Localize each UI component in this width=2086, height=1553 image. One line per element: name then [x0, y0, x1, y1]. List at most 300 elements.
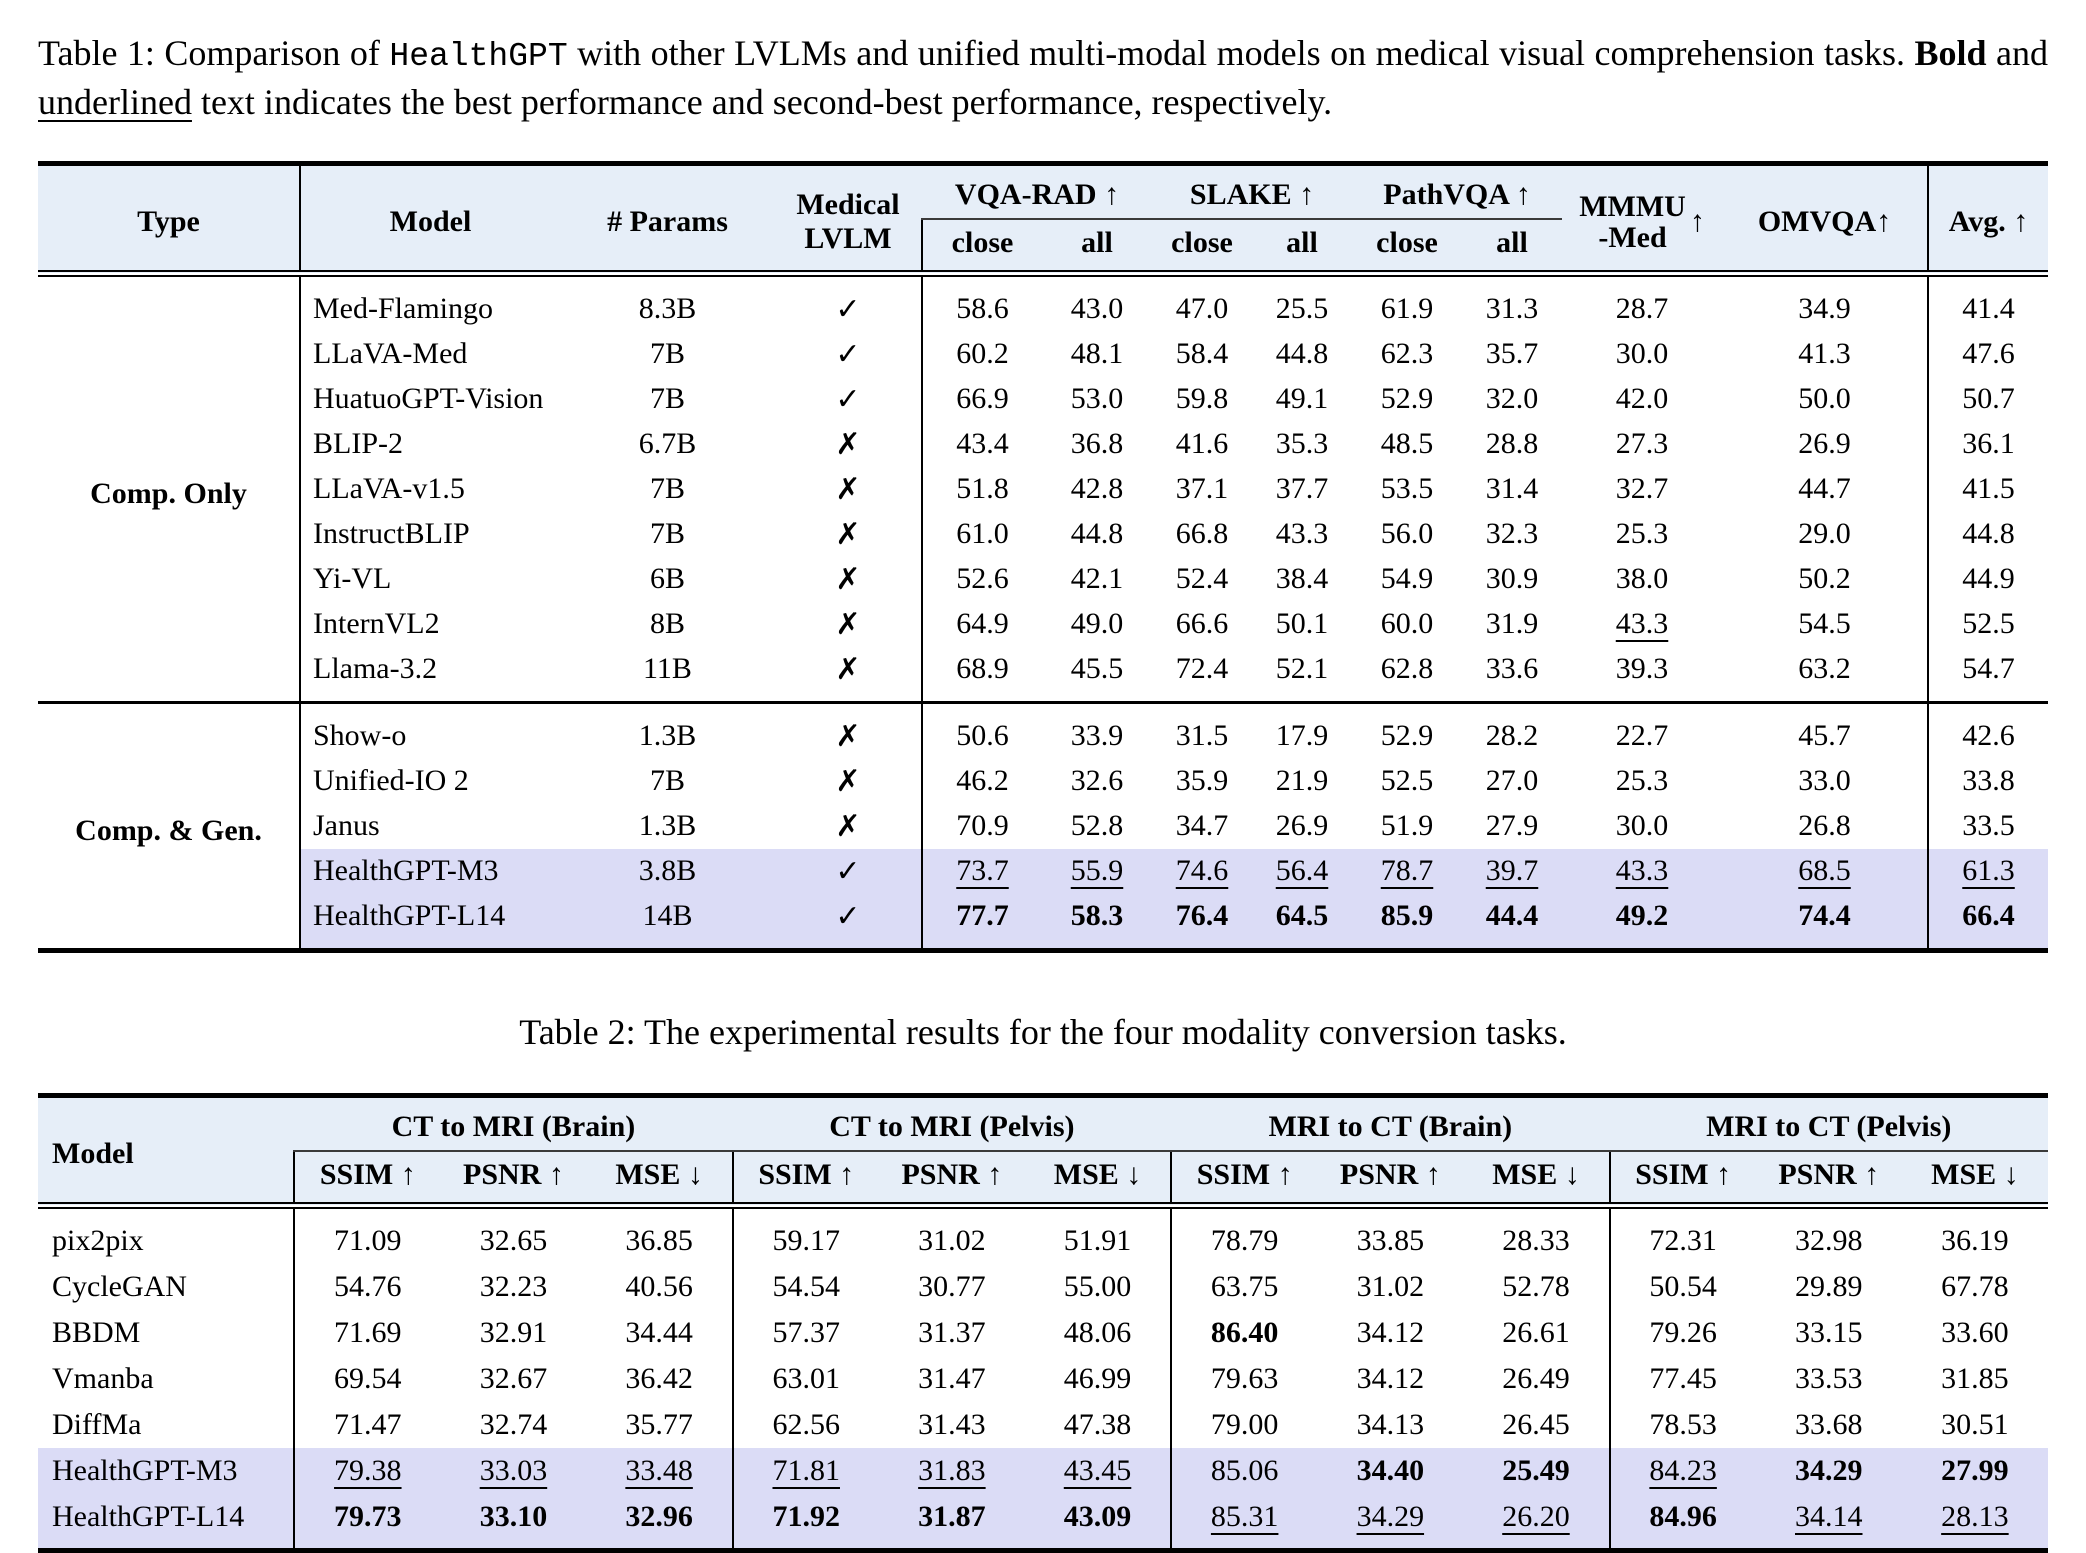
metric-value: 47.6 [1928, 332, 2048, 377]
metric-value: 35.7 [1485, 337, 1539, 371]
table2-body [38, 1205, 2048, 1550]
subcol-ssim: SSIM ↑ [294, 1151, 440, 1206]
table-row [38, 1264, 2048, 1310]
metric-value: 42.6 [1928, 702, 2048, 759]
metric-value: 58.4 [1175, 337, 1229, 371]
metric-value: 71.69 [294, 1310, 440, 1356]
table1-section-1 [38, 702, 2048, 950]
col-header-model: Model [52, 1136, 134, 1170]
model-name: CycleGAN [52, 1269, 187, 1303]
metric-value: 33.60 [1941, 1315, 2009, 1349]
metric-value: 41.3 [1798, 337, 1851, 371]
table-row [38, 702, 2048, 759]
params-value: 7B [649, 764, 685, 798]
metric-value: 32.23 [479, 1269, 548, 1303]
metric-value: 50.7 [1928, 377, 2048, 422]
metric-value: 72.31 [1610, 1205, 1756, 1264]
metric-value: 71.92 [733, 1494, 879, 1551]
metric-value: 28.33 [1502, 1223, 1570, 1257]
metric-value: 78.79 [1171, 1205, 1317, 1264]
metric-value: 76.4 [1152, 894, 1252, 951]
subcol-psnr: PSNR ↑ [1778, 1157, 1880, 1191]
metric-value: 68.9 [922, 647, 1042, 703]
metric-value: 58.3 [1042, 894, 1152, 951]
metric-value: 32.6 [1070, 764, 1124, 798]
caption-text: text indicates the best performance and second-best performance, respectively. [191, 81, 1333, 122]
metric-value: 34.12 [1356, 1315, 1425, 1349]
metric-value: 28.2 [1485, 719, 1539, 753]
cross-icon: ✗ [835, 651, 861, 687]
metric-value: 49.1 [1275, 382, 1329, 416]
params-value: 1.3B [638, 719, 697, 753]
metric-value: 36.85 [625, 1223, 693, 1257]
table-row [38, 894, 2048, 951]
model-name: BLIP-2 [313, 427, 403, 461]
metric-value: 30.0 [1615, 337, 1669, 371]
metric-value: 32.67 [479, 1361, 548, 1395]
metric-value: 79.38 [294, 1448, 440, 1494]
metric-value: 44.8 [1275, 337, 1329, 371]
caption-underlined-word: underlined [38, 81, 192, 122]
metric-value: 54.54 [733, 1264, 879, 1310]
metric-value: 35.77 [625, 1407, 693, 1441]
metric-value: 41.4 [1928, 273, 2048, 332]
up-arrow-icon: ↑ [1689, 205, 1705, 239]
subcol-psnr: PSNR ↑ [901, 1157, 1003, 1191]
metric-value: 35.3 [1275, 427, 1329, 461]
metric-value: 54.5 [1798, 607, 1851, 641]
metric-value: 44.8 [1070, 517, 1124, 551]
metric-value: 58.6 [922, 273, 1042, 332]
metric-value: 63.75 [1171, 1264, 1317, 1310]
metric-value: 37.1 [1175, 472, 1229, 506]
metric-value: 26.45 [1502, 1407, 1570, 1441]
metric-value: 43.45 [1025, 1448, 1171, 1494]
col-header-pathvqa: PathVQA ↑ [1352, 163, 1562, 219]
metric-value: 45.7 [1798, 719, 1851, 753]
metric-value: 31.43 [918, 1407, 986, 1441]
subcol-all: all [1081, 225, 1113, 259]
table-row [38, 512, 2048, 557]
metric-value: 66.9 [922, 377, 1042, 422]
metric-value: 84.23 [1610, 1448, 1756, 1494]
metric-value: 51.91 [1063, 1223, 1132, 1257]
metric-value: 50.0 [1798, 382, 1851, 416]
row-group-label: Comp. Only [38, 273, 300, 702]
medical-line2: LVLM [804, 221, 892, 255]
metric-value: 52.4 [1175, 562, 1229, 596]
metric-value: 32.91 [479, 1315, 548, 1349]
col-header-omvqa: OMVQA↑ [1757, 204, 1892, 238]
metric-value: 61.3 [1928, 849, 2048, 894]
col-header-vqa-rad: VQA-RAD ↑ [922, 163, 1152, 219]
metric-value: 26.49 [1502, 1361, 1570, 1395]
table1-caption [38, 30, 2048, 127]
cross-icon: ✗ [835, 426, 861, 462]
table2-header-row1 [38, 1095, 2048, 1151]
metric-value: 73.7 [922, 849, 1042, 894]
metric-value: 70.9 [922, 804, 1042, 849]
metric-value: 39.3 [1615, 652, 1669, 686]
subcol-mse: MSE ↓ [1053, 1157, 1142, 1191]
col-header-avg: Avg. ↑ [1928, 163, 2048, 273]
table-row [38, 602, 2048, 647]
metric-value: 50.2 [1798, 562, 1851, 596]
metric-value: 68.5 [1722, 849, 1928, 894]
metric-value: 69.54 [294, 1356, 440, 1402]
col-header-params: # Params [607, 204, 728, 238]
metric-value: 54.76 [294, 1264, 440, 1310]
metric-value: 34.13 [1356, 1407, 1425, 1441]
model-name: Janus [313, 809, 380, 843]
metric-value: 43.3 [1562, 849, 1722, 894]
metric-value: 33.15 [1795, 1315, 1863, 1349]
metric-value: 32.65 [479, 1223, 548, 1257]
metric-value: 34.9 [1798, 292, 1851, 326]
check-icon: ✓ [835, 336, 861, 372]
col-header-model: Model [389, 204, 472, 238]
subcol-ssim: SSIM ↑ [733, 1151, 879, 1206]
metric-value: 33.53 [1795, 1361, 1863, 1395]
model-name: Unified-IO 2 [313, 764, 469, 798]
metric-value: 61.0 [922, 512, 1042, 557]
metric-value: 52.5 [1928, 602, 2048, 647]
params-value: 7B [649, 382, 685, 416]
metric-value: 26.8 [1798, 809, 1851, 843]
table1-header-row1 [38, 163, 2048, 219]
metric-value: 35.9 [1175, 764, 1229, 798]
metric-value: 33.9 [1070, 719, 1124, 753]
subcol-all: all [1286, 225, 1318, 259]
table-row [38, 1402, 2048, 1448]
metric-value: 42.1 [1070, 562, 1124, 596]
metric-value: 39.7 [1462, 849, 1562, 894]
metric-value: 43.09 [1025, 1494, 1171, 1551]
metric-value: 31.02 [918, 1223, 986, 1257]
col-header-medical-lvlm [775, 163, 922, 273]
metric-value: 59.17 [733, 1205, 879, 1264]
table1-section-0 [38, 273, 2048, 702]
metric-value: 45.5 [1070, 652, 1124, 686]
metric-value: 79.73 [294, 1494, 440, 1551]
metric-value: 30.9 [1485, 562, 1539, 596]
metric-value: 49.2 [1562, 894, 1722, 951]
model-name: Show-o [313, 719, 407, 753]
metric-value: 52.6 [922, 557, 1042, 602]
metric-value: 32.3 [1485, 517, 1539, 551]
table-row [38, 422, 2048, 467]
model-name: InternVL2 [313, 607, 440, 641]
metric-value: 46.2 [922, 759, 1042, 804]
row-group-label: Comp. & Gen. [38, 702, 300, 950]
model-name: HealthGPT-L14 [38, 1494, 294, 1551]
metric-value: 31.47 [918, 1361, 986, 1395]
metric-value: 53.0 [1070, 382, 1124, 416]
caption-text: Table 1: Comparison of [38, 33, 390, 73]
table2-header-row2 [38, 1151, 2048, 1206]
subcol-psnr: PSNR ↑ [1339, 1157, 1441, 1191]
model-name: LLaVA-v1.5 [313, 472, 465, 506]
metric-value: 31.3 [1485, 292, 1539, 326]
params-value: 6B [649, 562, 685, 596]
table1-header [38, 163, 2048, 273]
table-row [38, 1494, 2048, 1551]
metric-value: 27.99 [1902, 1448, 2048, 1494]
metric-value: 26.61 [1502, 1315, 1570, 1349]
metric-value: 36.8 [1070, 427, 1124, 461]
table1 [38, 161, 2048, 953]
metric-value: 85.31 [1171, 1494, 1317, 1551]
metric-value: 38.0 [1615, 562, 1669, 596]
metric-value: 78.53 [1610, 1402, 1756, 1448]
metric-value: 52.1 [1275, 652, 1329, 686]
model-name: LLaVA-Med [313, 337, 468, 371]
check-icon: ✓ [835, 381, 861, 417]
metric-value: 66.6 [1175, 607, 1229, 641]
table-row [38, 332, 2048, 377]
params-value: 7B [649, 517, 685, 551]
metric-value: 33.03 [440, 1448, 586, 1494]
metric-value: 44.9 [1928, 557, 2048, 602]
metric-value: 33.0 [1798, 764, 1851, 798]
metric-value: 51.8 [922, 467, 1042, 512]
params-value: 7B [649, 472, 685, 506]
subcol-close: close [1171, 225, 1233, 259]
cross-icon: ✗ [835, 606, 861, 642]
metric-value: 63.2 [1798, 652, 1851, 686]
metric-value: 60.0 [1380, 607, 1434, 641]
metric-value: 30.0 [1615, 809, 1669, 843]
subcol-ssim: SSIM ↑ [1171, 1151, 1317, 1206]
model-name: pix2pix [52, 1223, 144, 1257]
table-row [38, 467, 2048, 512]
check-icon: ✓ [775, 849, 922, 894]
cross-icon: ✗ [835, 808, 861, 844]
model-name: HealthGPT-L14 [300, 894, 560, 951]
metric-value: 43.3 [1615, 607, 1669, 641]
metric-value: 43.4 [922, 422, 1042, 467]
mmmu-line1: MMMU [1579, 189, 1686, 223]
metric-value: 32.7 [1615, 472, 1669, 506]
metric-value: 71.47 [294, 1402, 440, 1448]
metric-value: 44.4 [1462, 894, 1562, 951]
metric-value: 57.37 [733, 1310, 879, 1356]
caption-text: and [1986, 33, 2048, 73]
metric-value: 36.19 [1941, 1223, 2009, 1257]
metric-value: 71.81 [733, 1448, 879, 1494]
mmmu-line2: -Med [1598, 221, 1667, 255]
metric-value: 59.8 [1175, 382, 1229, 416]
model-name: HealthGPT-M3 [300, 849, 560, 894]
metric-value: 62.56 [733, 1402, 879, 1448]
metric-value: 85.9 [1352, 894, 1462, 951]
col-header-mri-ct-pelvis: MRI to CT (Pelvis) [1610, 1095, 2048, 1151]
subcol-psnr: PSNR ↑ [463, 1157, 564, 1191]
table-row [38, 377, 2048, 422]
metric-value: 43.0 [1070, 292, 1124, 326]
metric-value: 34.12 [1356, 1361, 1425, 1395]
metric-value: 28.13 [1902, 1494, 2048, 1551]
subcol-ssim: SSIM ↑ [1610, 1151, 1756, 1206]
params-value: 14B [560, 894, 775, 951]
table-row [38, 1356, 2048, 1402]
healthgpt-code-text: HealthGPT [389, 38, 568, 75]
metric-value: 21.9 [1275, 764, 1329, 798]
params-value: 6.7B [638, 427, 697, 461]
metric-value: 28.8 [1485, 427, 1539, 461]
model-name: Vmanba [52, 1361, 154, 1395]
metric-value: 79.63 [1171, 1356, 1317, 1402]
metric-value: 52.9 [1380, 382, 1434, 416]
metric-value: 42.8 [1070, 472, 1124, 506]
metric-value: 64.5 [1252, 894, 1352, 951]
caption-bold-word: Bold [1914, 33, 1987, 73]
metric-value: 56.0 [1380, 517, 1434, 551]
metric-value: 54.9 [1380, 562, 1434, 596]
metric-value: 22.7 [1615, 719, 1669, 753]
metric-value: 48.5 [1380, 427, 1434, 461]
metric-value: 25.3 [1615, 764, 1669, 798]
metric-value: 34.7 [1175, 809, 1229, 843]
metric-value: 51.9 [1380, 809, 1434, 843]
col-header-type: Type [38, 163, 300, 273]
metric-value: 62.3 [1380, 337, 1434, 371]
metric-value: 77.45 [1610, 1356, 1756, 1402]
table-row [38, 849, 2048, 894]
col-header-ct-mri-pelvis: CT to MRI (Pelvis) [733, 1095, 1171, 1151]
table-row [38, 1205, 2048, 1264]
metric-value: 74.6 [1152, 849, 1252, 894]
metric-value: 31.37 [918, 1315, 986, 1349]
metric-value: 46.99 [1063, 1361, 1132, 1395]
col-header-mri-ct-brain: MRI to CT (Brain) [1171, 1095, 1609, 1151]
metric-value: 33.10 [440, 1494, 586, 1551]
params-value: 11B [643, 652, 692, 686]
col-header-ct-mri-brain: CT to MRI (Brain) [294, 1095, 732, 1151]
metric-value: 32.0 [1485, 382, 1539, 416]
metric-value: 67.78 [1941, 1269, 2009, 1303]
metric-value: 33.8 [1928, 759, 2048, 804]
col-header-slake: SLAKE ↑ [1152, 163, 1352, 219]
subcol-close: close [1376, 225, 1438, 259]
metric-value: 26.9 [1275, 809, 1329, 843]
check-icon: ✓ [775, 894, 922, 951]
model-name: InstructBLIP [313, 517, 470, 551]
model-name: Yi-VL [313, 562, 392, 596]
metric-value: 84.96 [1610, 1494, 1756, 1551]
metric-value: 33.5 [1928, 804, 2048, 849]
params-value: 8B [649, 607, 685, 641]
metric-value: 32.96 [587, 1494, 733, 1551]
metric-value: 31.9 [1485, 607, 1539, 641]
metric-value: 79.26 [1610, 1310, 1756, 1356]
metric-value: 34.40 [1317, 1448, 1463, 1494]
params-value: 3.8B [560, 849, 775, 894]
metric-value: 66.4 [1928, 894, 2048, 951]
metric-value: 77.7 [922, 894, 1042, 951]
metric-value: 25.49 [1463, 1448, 1609, 1494]
table-row [38, 804, 2048, 849]
metric-value: 50.54 [1610, 1264, 1756, 1310]
page [38, 0, 2048, 1553]
cross-icon: ✗ [835, 561, 861, 597]
model-name: DiffMa [52, 1407, 142, 1441]
metric-value: 43.3 [1275, 517, 1329, 551]
metric-value: 44.8 [1928, 512, 2048, 557]
metric-value: 61.9 [1380, 292, 1434, 326]
cross-icon: ✗ [835, 763, 861, 799]
cross-icon: ✗ [835, 516, 861, 552]
table-row [38, 557, 2048, 602]
metric-value: 29.89 [1795, 1269, 1863, 1303]
metric-value: 71.09 [294, 1205, 440, 1264]
metric-value: 31.4 [1485, 472, 1539, 506]
params-value: 1.3B [638, 809, 697, 843]
metric-value: 60.2 [922, 332, 1042, 377]
metric-value: 31.83 [879, 1448, 1025, 1494]
metric-value: 32.74 [479, 1407, 548, 1441]
model-name: HuatuoGPT-Vision [313, 382, 544, 416]
subcol-mse: MSE ↓ [1931, 1157, 2019, 1191]
metric-value: 47.0 [1175, 292, 1229, 326]
metric-value: 40.56 [625, 1269, 693, 1303]
model-name: HealthGPT-M3 [38, 1448, 294, 1494]
params-value: 8.3B [638, 292, 697, 326]
metric-value: 79.00 [1171, 1402, 1317, 1448]
metric-value: 52.5 [1380, 764, 1434, 798]
metric-value: 29.0 [1798, 517, 1851, 551]
metric-value: 27.3 [1615, 427, 1669, 461]
metric-value: 74.4 [1722, 894, 1928, 951]
metric-value: 66.8 [1175, 517, 1229, 551]
subcol-mse: MSE ↓ [615, 1157, 703, 1191]
metric-value: 50.1 [1275, 607, 1329, 641]
table-row [38, 1448, 2048, 1494]
metric-value: 54.7 [1928, 647, 2048, 703]
metric-value: 26.9 [1798, 427, 1851, 461]
col-header-mmmu-med [1562, 163, 1722, 273]
metric-value: 48.1 [1070, 337, 1124, 371]
check-icon: ✓ [835, 291, 861, 327]
metric-value: 56.4 [1252, 849, 1352, 894]
cross-icon: ✗ [835, 718, 861, 754]
metric-value: 26.20 [1463, 1494, 1609, 1551]
metric-value: 33.68 [1795, 1407, 1863, 1441]
table-row [38, 273, 2048, 332]
metric-value: 42.0 [1615, 382, 1669, 416]
metric-value: 52.9 [1380, 719, 1434, 753]
subcol-all: all [1496, 225, 1528, 259]
params-value: 7B [649, 337, 685, 371]
metric-value: 30.77 [918, 1269, 986, 1303]
table2-caption: Table 2: The experimental results for the four modality conversion tasks. [519, 1011, 1567, 1052]
metric-value: 63.01 [733, 1356, 879, 1402]
metric-value: 27.0 [1485, 764, 1539, 798]
metric-value: 33.6 [1485, 652, 1539, 686]
model-name: Llama-3.2 [313, 652, 438, 686]
caption-text: with other LVLMs and unified multi-modal models on medical visual comprehension tasks. [567, 33, 1915, 73]
metric-value: 64.9 [922, 602, 1042, 647]
model-name: Med-Flamingo [313, 292, 493, 326]
metric-value: 33.48 [587, 1448, 733, 1494]
table-row [38, 647, 2048, 703]
metric-value: 78.7 [1352, 849, 1462, 894]
metric-value: 72.4 [1175, 652, 1229, 686]
metric-value: 47.38 [1063, 1407, 1132, 1441]
table2-header [38, 1095, 2048, 1205]
metric-value: 41.6 [1175, 427, 1229, 461]
metric-value: 41.5 [1928, 467, 2048, 512]
